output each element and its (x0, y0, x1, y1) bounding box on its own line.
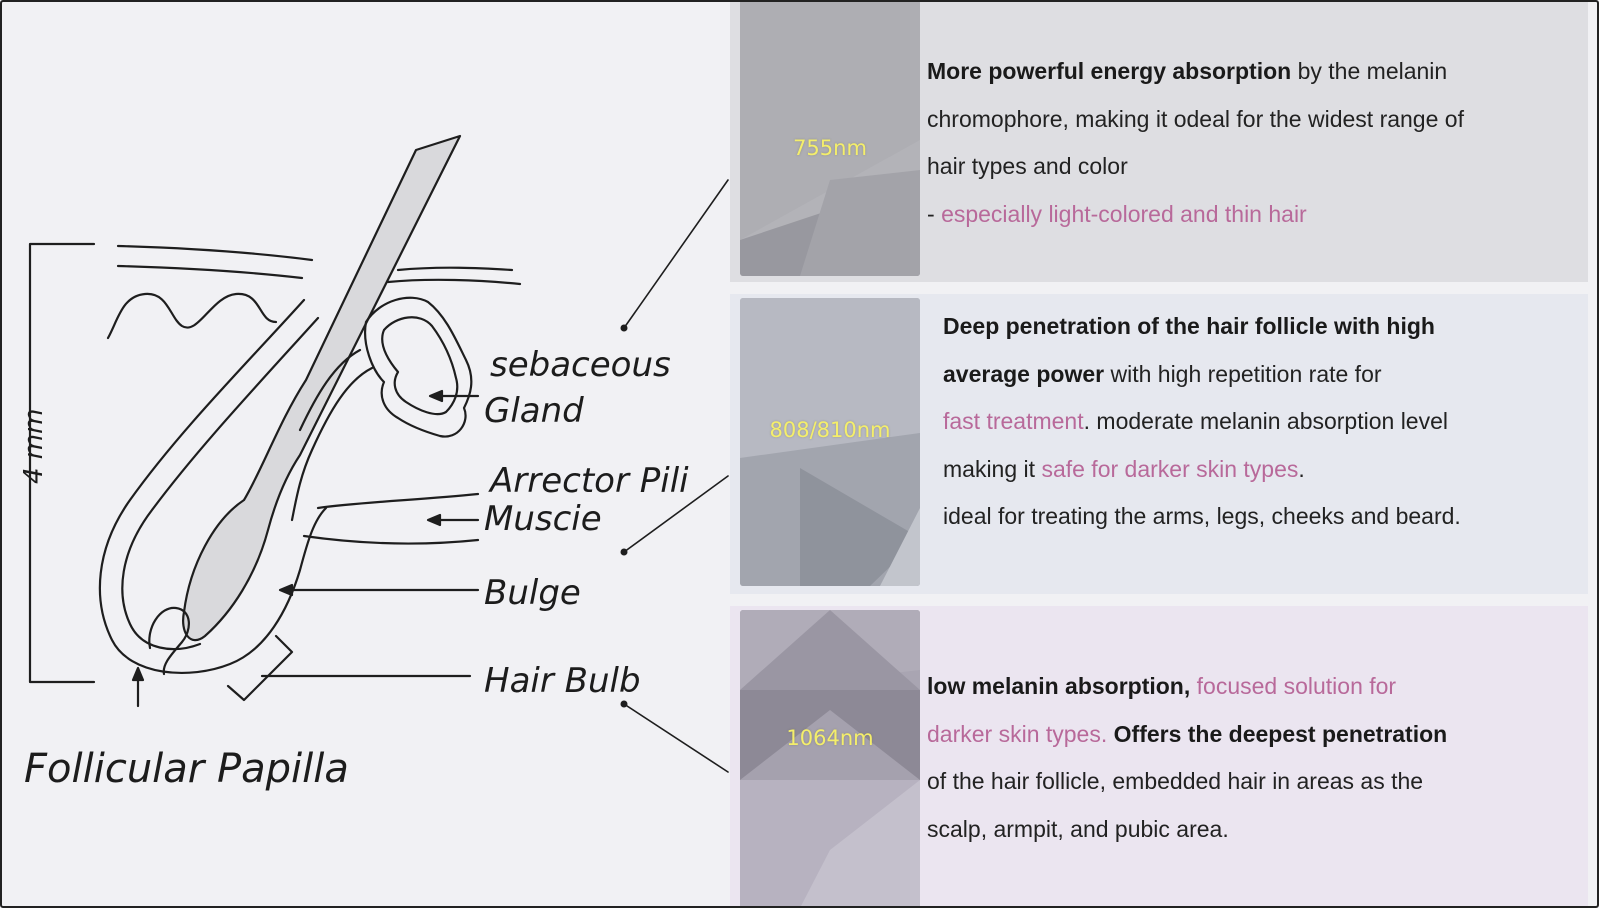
label-sebaceous: sebaceous (490, 345, 671, 385)
highlight-text: especially light-colored and thin hair (941, 200, 1307, 227)
skin-surface-line (118, 246, 312, 260)
text-line (943, 303, 1583, 351)
text: with high repetition rate for (1104, 360, 1382, 387)
text-line (927, 191, 1577, 239)
swatch-755nm (740, 0, 920, 276)
papilla-arrowhead (133, 668, 143, 680)
hair-follicle-diagram (0, 0, 735, 908)
label-depth: 4 mm (19, 408, 49, 484)
hair-bulb-bracket (228, 636, 292, 700)
text: by the melanin (1291, 58, 1448, 84)
panel-1064-text (927, 663, 1582, 853)
label-follicular-papilla: Follicular Papilla (24, 746, 349, 792)
label-gland: Gland (484, 391, 584, 431)
text: - (927, 200, 942, 227)
text: . moderate melanin absorption level (1083, 408, 1448, 434)
text: . (1298, 455, 1305, 482)
skin-surface-line (118, 266, 302, 278)
text-line: scalp, armpit, and pubic area. (927, 815, 1229, 842)
arrector-pili-muscle (304, 536, 478, 543)
bold-text: Deep penetration of the hair follicle with high (943, 313, 1435, 339)
text-line (927, 663, 1582, 711)
text-line (943, 351, 1583, 399)
highlight-text: safe for darker skin types (1041, 455, 1299, 482)
text-line (927, 48, 1577, 96)
swatch-1064nm (740, 610, 920, 908)
text-line: chromophore, making it odeal for the widest range of (927, 105, 1464, 132)
connector-dot (621, 701, 628, 708)
connector-dot (621, 325, 628, 332)
label-muscle: Muscie (484, 499, 602, 539)
gland-arrowhead (430, 391, 442, 401)
text-line (943, 446, 1583, 494)
highlight-text: fast treatment (943, 408, 1084, 434)
text-line: of the hair follicle, embedded hair in areas as the (927, 768, 1424, 794)
text-line (927, 711, 1582, 759)
text-line: hair types and color (927, 153, 1128, 179)
bold-text: More powerful energy absorption (927, 58, 1292, 84)
text: making it (943, 455, 1042, 482)
muscle-arrowhead (428, 515, 440, 525)
swatch-808nm (740, 298, 920, 586)
wavelength-label-1064: 1064nm (786, 726, 874, 750)
label-bulge: Bulge (484, 573, 581, 613)
connector-dot (621, 549, 628, 556)
bold-text: Offers the deepest penetration (1107, 720, 1448, 747)
connector-755 (624, 180, 728, 328)
label-arrector-pili: Arrector Pili (490, 461, 689, 501)
bold-text: low melanin absorption, (927, 673, 1191, 699)
text-line (943, 398, 1583, 446)
skin-surface-line (388, 280, 520, 284)
bold-text: average power (943, 360, 1105, 387)
panel-755nm (730, 0, 1588, 282)
panel-808-text (943, 303, 1583, 541)
arrector-pili-muscle (318, 494, 478, 508)
wavelength-label-755: 755nm (793, 136, 867, 160)
text-line: ideal for treating the arms, legs, cheeks and beard. (943, 503, 1461, 529)
label-hair-bulb: Hair Bulb (484, 661, 641, 701)
connector-1064 (624, 704, 728, 772)
highlight-text: focused solution for (1190, 673, 1397, 699)
bulge-arrowhead (280, 585, 292, 595)
epidermis-ridge (108, 294, 276, 338)
highlight-text: darker skin types. (927, 720, 1108, 747)
panel-755-text (927, 48, 1577, 238)
sebaceous-gland-inner (382, 317, 457, 414)
panel-808nm (730, 294, 1588, 594)
skin-surface-line (398, 268, 512, 270)
panel-1064nm (730, 606, 1588, 908)
wavelength-label-808: 808/810nm (769, 418, 891, 442)
